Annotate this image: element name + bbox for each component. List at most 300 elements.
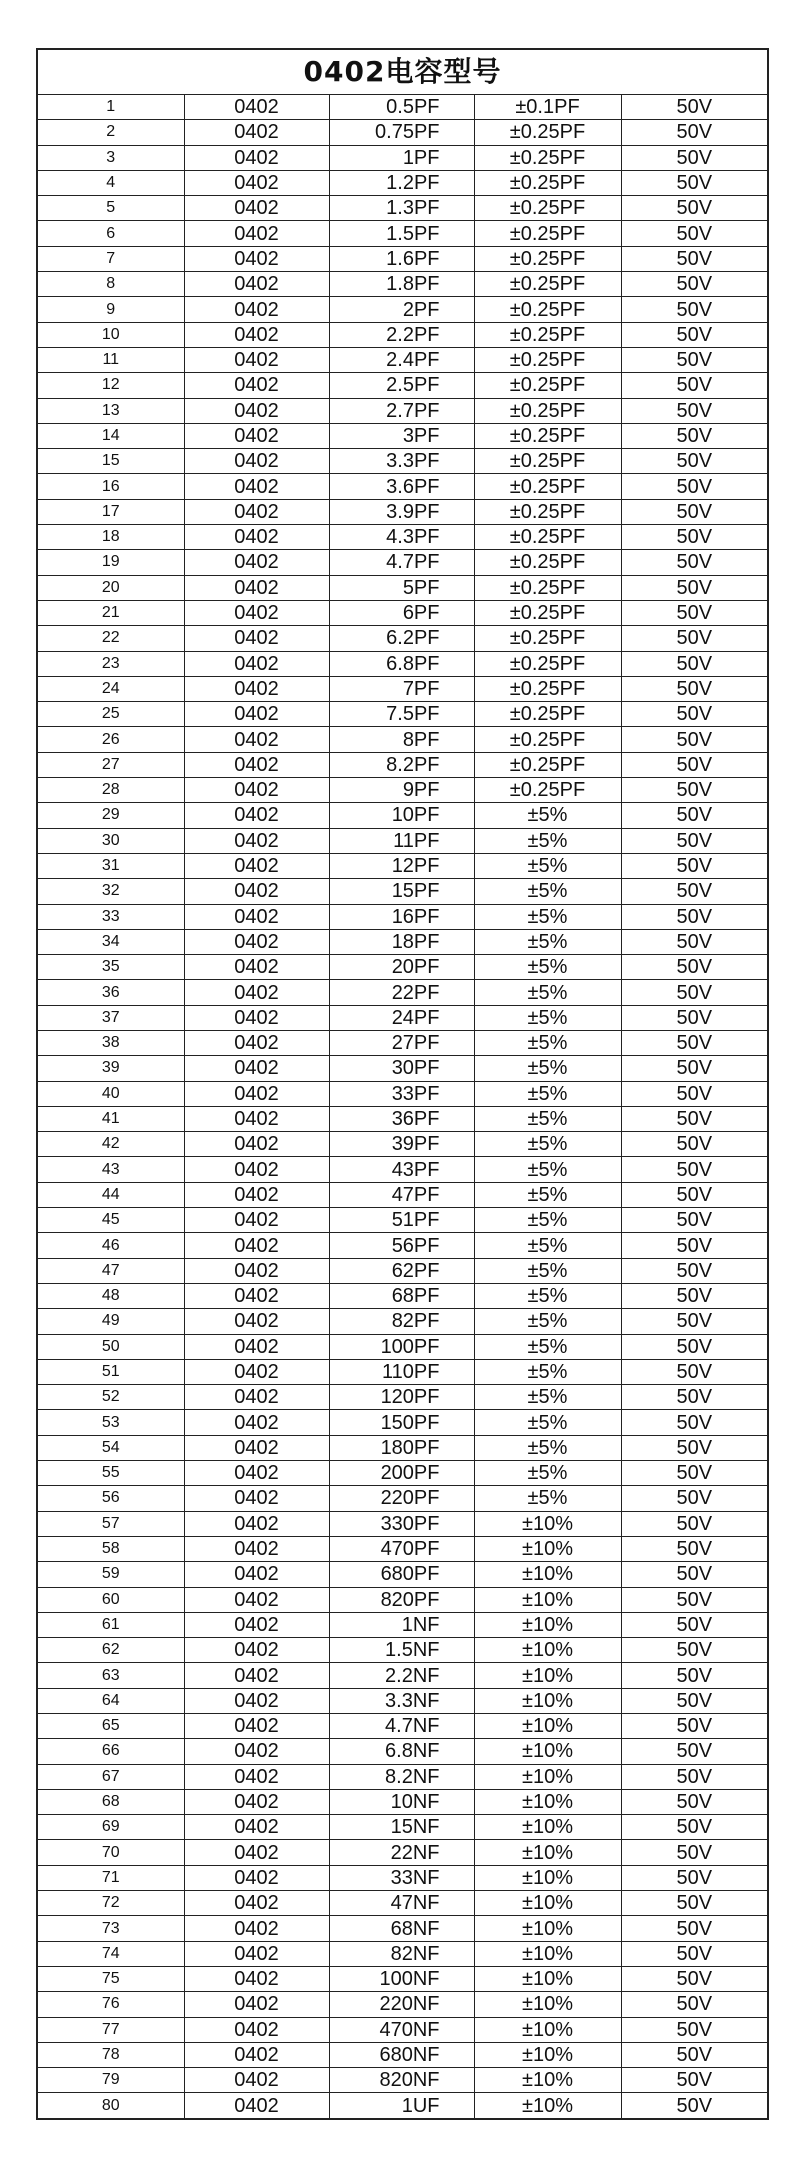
table-row — [38, 1739, 767, 1764]
package-size-cell: 0402 — [184, 373, 329, 398]
row-index-cell: 19 — [38, 550, 184, 575]
voltage-rating-cell: 50V — [621, 373, 767, 398]
tolerance-cell: ±5% — [474, 879, 621, 904]
capacitance-cell: 7.5PF — [329, 702, 474, 727]
voltage-rating-cell: 50V — [621, 1789, 767, 1814]
voltage-rating-cell: 50V — [621, 95, 767, 120]
row-index-cell: 56 — [38, 1486, 184, 1511]
row-index-cell: 22 — [38, 626, 184, 651]
row-index-cell: 74 — [38, 1941, 184, 1966]
package-size-cell: 0402 — [184, 1258, 329, 1283]
package-size-cell: 0402 — [184, 1638, 329, 1663]
table-row — [38, 879, 767, 904]
row-index-cell: 41 — [38, 1106, 184, 1131]
package-size-cell: 0402 — [184, 347, 329, 372]
table-row — [38, 1005, 767, 1030]
voltage-rating-cell: 50V — [621, 1587, 767, 1612]
row-index-cell: 13 — [38, 398, 184, 423]
voltage-rating-cell: 50V — [621, 1941, 767, 1966]
table-row — [38, 1714, 767, 1739]
voltage-rating-cell: 50V — [621, 1688, 767, 1713]
tolerance-cell: ±5% — [474, 1182, 621, 1207]
tolerance-cell: ±0.25PF — [474, 499, 621, 524]
capacitance-cell: 120PF — [329, 1385, 474, 1410]
tolerance-cell: ±10% — [474, 1638, 621, 1663]
voltage-rating-cell: 50V — [621, 1638, 767, 1663]
package-size-cell: 0402 — [184, 1182, 329, 1207]
package-size-cell: 0402 — [184, 525, 329, 550]
capacitance-cell: 68NF — [329, 1916, 474, 1941]
tolerance-cell: ±0.25PF — [474, 423, 621, 448]
tolerance-cell: ±10% — [474, 1865, 621, 1890]
package-size-cell: 0402 — [184, 1992, 329, 2017]
table-row — [38, 1106, 767, 1131]
capacitance-cell: 8.2NF — [329, 1764, 474, 1789]
row-index-cell: 17 — [38, 499, 184, 524]
row-index-cell: 14 — [38, 423, 184, 448]
row-index-cell: 77 — [38, 2017, 184, 2042]
row-index-cell: 75 — [38, 1966, 184, 1991]
table-row — [38, 2042, 767, 2067]
package-size-cell: 0402 — [184, 1056, 329, 1081]
package-size-cell: 0402 — [184, 1789, 329, 1814]
voltage-rating-cell: 50V — [621, 1663, 767, 1688]
row-index-cell: 43 — [38, 1157, 184, 1182]
package-size-cell: 0402 — [184, 1587, 329, 1612]
row-index-cell: 23 — [38, 651, 184, 676]
table-row — [38, 600, 767, 625]
voltage-rating-cell: 50V — [621, 1840, 767, 1865]
table-row — [38, 474, 767, 499]
capacitance-cell: 10NF — [329, 1789, 474, 1814]
tolerance-cell: ±0.25PF — [474, 322, 621, 347]
table-row — [38, 1435, 767, 1460]
tolerance-cell: ±10% — [474, 1663, 621, 1688]
tolerance-cell: ±10% — [474, 1536, 621, 1561]
tolerance-cell: ±5% — [474, 828, 621, 853]
capacitance-cell: 16PF — [329, 904, 474, 929]
table-row — [38, 1992, 767, 2017]
voltage-rating-cell: 50V — [621, 651, 767, 676]
table-row — [38, 1865, 767, 1890]
row-index-cell: 71 — [38, 1865, 184, 1890]
table-row — [38, 449, 767, 474]
tolerance-cell: ±0.25PF — [474, 752, 621, 777]
table-row — [38, 1208, 767, 1233]
tolerance-cell: ±10% — [474, 1587, 621, 1612]
capacitance-cell: 2.4PF — [329, 347, 474, 372]
row-index-cell: 3 — [38, 145, 184, 170]
row-index-cell: 25 — [38, 702, 184, 727]
table-row — [38, 1461, 767, 1486]
voltage-rating-cell: 50V — [621, 1309, 767, 1334]
voltage-rating-cell: 50V — [621, 221, 767, 246]
row-index-cell: 78 — [38, 2042, 184, 2067]
capacitance-cell: 24PF — [329, 1005, 474, 1030]
capacitance-cell: 6.8PF — [329, 651, 474, 676]
capacitance-cell: 180PF — [329, 1435, 474, 1460]
capacitance-cell: 100PF — [329, 1334, 474, 1359]
table-row — [38, 1536, 767, 1561]
tolerance-cell: ±5% — [474, 1486, 621, 1511]
voltage-rating-cell: 50V — [621, 575, 767, 600]
voltage-rating-cell: 50V — [621, 600, 767, 625]
package-size-cell: 0402 — [184, 1891, 329, 1916]
tolerance-cell: ±10% — [474, 1789, 621, 1814]
table-row — [38, 1309, 767, 1334]
row-index-cell: 67 — [38, 1764, 184, 1789]
voltage-rating-cell: 50V — [621, 322, 767, 347]
tolerance-cell: ±0.25PF — [474, 272, 621, 297]
capacitance-cell: 8.2PF — [329, 752, 474, 777]
package-size-cell: 0402 — [184, 449, 329, 474]
package-size-cell: 0402 — [184, 1208, 329, 1233]
capacitance-cell: 22PF — [329, 980, 474, 1005]
row-index-cell: 57 — [38, 1511, 184, 1536]
capacitance-cell: 470PF — [329, 1536, 474, 1561]
row-index-cell: 16 — [38, 474, 184, 499]
package-size-cell: 0402 — [184, 803, 329, 828]
tolerance-cell: ±0.25PF — [474, 196, 621, 221]
voltage-rating-cell: 50V — [621, 778, 767, 803]
table-row — [38, 120, 767, 145]
tolerance-cell: ±10% — [474, 1992, 621, 2017]
tolerance-cell: ±5% — [474, 1359, 621, 1384]
capacitance-cell: 1.5PF — [329, 221, 474, 246]
package-size-cell: 0402 — [184, 1132, 329, 1157]
capacitance-cell: 15PF — [329, 879, 474, 904]
package-size-cell: 0402 — [184, 272, 329, 297]
capacitance-cell: 680PF — [329, 1562, 474, 1587]
package-size-cell: 0402 — [184, 120, 329, 145]
capacitance-cell: 110PF — [329, 1359, 474, 1384]
capacitance-cell: 1PF — [329, 145, 474, 170]
table-row — [38, 955, 767, 980]
package-size-cell: 0402 — [184, 246, 329, 271]
row-index-cell: 53 — [38, 1410, 184, 1435]
tolerance-cell: ±5% — [474, 980, 621, 1005]
capacitance-cell: 1.5NF — [329, 1638, 474, 1663]
tolerance-cell: ±5% — [474, 1309, 621, 1334]
voltage-rating-cell: 50V — [621, 423, 767, 448]
tolerance-cell: ±0.1PF — [474, 95, 621, 120]
voltage-rating-cell: 50V — [621, 1410, 767, 1435]
row-index-cell: 44 — [38, 1182, 184, 1207]
tolerance-cell: ±10% — [474, 1688, 621, 1713]
capacitance-cell: 3.6PF — [329, 474, 474, 499]
table-row — [38, 752, 767, 777]
row-index-cell: 66 — [38, 1739, 184, 1764]
tolerance-cell: ±10% — [474, 2093, 621, 2118]
voltage-rating-cell: 50V — [621, 170, 767, 195]
voltage-rating-cell: 50V — [621, 246, 767, 271]
table-row — [38, 1916, 767, 1941]
voltage-rating-cell: 50V — [621, 1182, 767, 1207]
row-index-cell: 55 — [38, 1461, 184, 1486]
row-index-cell: 31 — [38, 853, 184, 878]
table-row — [38, 1891, 767, 1916]
capacitance-cell: 18PF — [329, 929, 474, 954]
row-index-cell: 64 — [38, 1688, 184, 1713]
package-size-cell: 0402 — [184, 1764, 329, 1789]
tolerance-cell: ±5% — [474, 1106, 621, 1131]
row-index-cell: 2 — [38, 120, 184, 145]
package-size-cell: 0402 — [184, 1840, 329, 1865]
table-row — [38, 550, 767, 575]
package-size-cell: 0402 — [184, 1106, 329, 1131]
package-size-cell: 0402 — [184, 1612, 329, 1637]
capacitance-cell: 220NF — [329, 1992, 474, 2017]
package-size-cell: 0402 — [184, 499, 329, 524]
table-row — [38, 853, 767, 878]
tolerance-cell: ±10% — [474, 1815, 621, 1840]
tolerance-cell: ±10% — [474, 1714, 621, 1739]
package-size-cell: 0402 — [184, 1233, 329, 1258]
voltage-rating-cell: 50V — [621, 803, 767, 828]
voltage-rating-cell: 50V — [621, 145, 767, 170]
package-size-cell: 0402 — [184, 1435, 329, 1460]
voltage-rating-cell: 50V — [621, 1865, 767, 1890]
package-size-cell: 0402 — [184, 1461, 329, 1486]
row-index-cell: 11 — [38, 347, 184, 372]
capacitance-cell: 39PF — [329, 1132, 474, 1157]
row-index-cell: 70 — [38, 1840, 184, 1865]
table-row — [38, 1359, 767, 1384]
capacitance-cell: 3.9PF — [329, 499, 474, 524]
table-row — [38, 1587, 767, 1612]
capacitance-cell: 6PF — [329, 600, 474, 625]
package-size-cell: 0402 — [184, 1739, 329, 1764]
table-row — [38, 702, 767, 727]
capacitance-cell: 220PF — [329, 1486, 474, 1511]
voltage-rating-cell: 50V — [621, 1815, 767, 1840]
package-size-cell: 0402 — [184, 929, 329, 954]
table-row — [38, 1562, 767, 1587]
package-size-cell: 0402 — [184, 1385, 329, 1410]
package-size-cell: 0402 — [184, 1663, 329, 1688]
row-index-cell: 60 — [38, 1587, 184, 1612]
voltage-rating-cell: 50V — [621, 2068, 767, 2093]
table-row — [38, 1233, 767, 1258]
tolerance-cell: ±5% — [474, 1385, 621, 1410]
table-row — [38, 2068, 767, 2093]
capacitor-table-body — [38, 95, 767, 2118]
row-index-cell: 4 — [38, 170, 184, 195]
capacitance-cell: 0.75PF — [329, 120, 474, 145]
voltage-rating-cell: 50V — [621, 120, 767, 145]
tolerance-cell: ±0.25PF — [474, 297, 621, 322]
capacitance-cell: 1.2PF — [329, 170, 474, 195]
row-index-cell: 61 — [38, 1612, 184, 1637]
voltage-rating-cell: 50V — [621, 272, 767, 297]
package-size-cell: 0402 — [184, 2093, 329, 2118]
tolerance-cell: ±5% — [474, 929, 621, 954]
tolerance-cell: ±0.25PF — [474, 727, 621, 752]
tolerance-cell: ±10% — [474, 1891, 621, 1916]
package-size-cell: 0402 — [184, 1815, 329, 1840]
package-size-cell: 0402 — [184, 1334, 329, 1359]
table-row — [38, 1638, 767, 1663]
capacitance-cell: 22NF — [329, 1840, 474, 1865]
table-row — [38, 145, 767, 170]
package-size-cell: 0402 — [184, 196, 329, 221]
package-size-cell: 0402 — [184, 1688, 329, 1713]
row-index-cell: 69 — [38, 1815, 184, 1840]
capacitance-cell: 6.8NF — [329, 1739, 474, 1764]
capacitance-cell: 470NF — [329, 2017, 474, 2042]
row-index-cell: 18 — [38, 525, 184, 550]
package-size-cell: 0402 — [184, 1005, 329, 1030]
tolerance-cell: ±5% — [474, 803, 621, 828]
package-size-cell: 0402 — [184, 1359, 329, 1384]
row-index-cell: 27 — [38, 752, 184, 777]
package-size-cell: 0402 — [184, 1410, 329, 1435]
capacitance-cell: 15NF — [329, 1815, 474, 1840]
capacitance-cell: 6.2PF — [329, 626, 474, 651]
voltage-rating-cell: 50V — [621, 752, 767, 777]
tolerance-cell: ±10% — [474, 2068, 621, 2093]
row-index-cell: 42 — [38, 1132, 184, 1157]
row-index-cell: 58 — [38, 1536, 184, 1561]
capacitance-cell: 62PF — [329, 1258, 474, 1283]
tolerance-cell: ±0.25PF — [474, 600, 621, 625]
row-index-cell: 10 — [38, 322, 184, 347]
table-row — [38, 196, 767, 221]
package-size-cell: 0402 — [184, 980, 329, 1005]
package-size-cell: 0402 — [184, 423, 329, 448]
table-row — [38, 1182, 767, 1207]
voltage-rating-cell: 50V — [621, 1966, 767, 1991]
row-index-cell: 24 — [38, 676, 184, 701]
capacitance-cell: 1.8PF — [329, 272, 474, 297]
package-size-cell: 0402 — [184, 955, 329, 980]
voltage-rating-cell: 50V — [621, 1486, 767, 1511]
table-row — [38, 651, 767, 676]
table-row — [38, 1789, 767, 1814]
package-size-cell: 0402 — [184, 1536, 329, 1561]
row-index-cell: 68 — [38, 1789, 184, 1814]
voltage-rating-cell: 50V — [621, 1461, 767, 1486]
tolerance-cell: ±0.25PF — [474, 626, 621, 651]
tolerance-cell: ±10% — [474, 1739, 621, 1764]
row-index-cell: 52 — [38, 1385, 184, 1410]
capacitance-cell: 1NF — [329, 1612, 474, 1637]
capacitance-cell: 0.5PF — [329, 95, 474, 120]
table-row — [38, 626, 767, 651]
capacitance-cell: 11PF — [329, 828, 474, 853]
row-index-cell: 30 — [38, 828, 184, 853]
voltage-rating-cell: 50V — [621, 550, 767, 575]
tolerance-cell: ±10% — [474, 1966, 621, 1991]
voltage-rating-cell: 50V — [621, 1056, 767, 1081]
voltage-rating-cell: 50V — [621, 1435, 767, 1460]
capacitor-table — [38, 95, 767, 2118]
voltage-rating-cell: 50V — [621, 196, 767, 221]
table-row — [38, 2093, 767, 2118]
capacitance-cell: 47PF — [329, 1182, 474, 1207]
tolerance-cell: ±5% — [474, 1233, 621, 1258]
package-size-cell: 0402 — [184, 1157, 329, 1182]
voltage-rating-cell: 50V — [621, 297, 767, 322]
table-row — [38, 1966, 767, 1991]
row-index-cell: 36 — [38, 980, 184, 1005]
package-size-cell: 0402 — [184, 1714, 329, 1739]
tolerance-cell: ±0.25PF — [474, 145, 621, 170]
voltage-rating-cell: 50V — [621, 1511, 767, 1536]
capacitance-cell: 5PF — [329, 575, 474, 600]
package-size-cell: 0402 — [184, 1309, 329, 1334]
voltage-rating-cell: 50V — [621, 347, 767, 372]
package-size-cell: 0402 — [184, 1486, 329, 1511]
package-size-cell: 0402 — [184, 322, 329, 347]
row-index-cell: 63 — [38, 1663, 184, 1688]
table-row — [38, 1815, 767, 1840]
voltage-rating-cell: 50V — [621, 1283, 767, 1308]
tolerance-cell: ±10% — [474, 1764, 621, 1789]
table-row — [38, 423, 767, 448]
tolerance-cell: ±5% — [474, 1030, 621, 1055]
tolerance-cell: ±10% — [474, 1840, 621, 1865]
package-size-cell: 0402 — [184, 853, 329, 878]
row-index-cell: 21 — [38, 600, 184, 625]
table-row — [38, 1283, 767, 1308]
voltage-rating-cell: 50V — [621, 1106, 767, 1131]
tolerance-cell: ±0.25PF — [474, 651, 621, 676]
capacitance-cell: 4.7PF — [329, 550, 474, 575]
row-index-cell: 49 — [38, 1309, 184, 1334]
row-index-cell: 8 — [38, 272, 184, 297]
tolerance-cell: ±5% — [474, 1435, 621, 1460]
row-index-cell: 50 — [38, 1334, 184, 1359]
capacitance-cell: 1.3PF — [329, 196, 474, 221]
row-index-cell: 72 — [38, 1891, 184, 1916]
tolerance-cell: ±0.25PF — [474, 170, 621, 195]
row-index-cell: 9 — [38, 297, 184, 322]
package-size-cell: 0402 — [184, 2068, 329, 2093]
table-row — [38, 828, 767, 853]
capacitance-cell: 20PF — [329, 955, 474, 980]
tolerance-cell: ±10% — [474, 2017, 621, 2042]
table-row — [38, 980, 767, 1005]
capacitance-cell: 10PF — [329, 803, 474, 828]
voltage-rating-cell: 50V — [621, 955, 767, 980]
tolerance-cell: ±5% — [474, 1208, 621, 1233]
voltage-rating-cell: 50V — [621, 1891, 767, 1916]
voltage-rating-cell: 50V — [621, 1081, 767, 1106]
row-index-cell: 1 — [38, 95, 184, 120]
tolerance-cell: ±0.25PF — [474, 221, 621, 246]
package-size-cell: 0402 — [184, 297, 329, 322]
table-row — [38, 221, 767, 246]
row-index-cell: 54 — [38, 1435, 184, 1460]
package-size-cell: 0402 — [184, 702, 329, 727]
capacitance-cell: 47NF — [329, 1891, 474, 1916]
capacitance-cell: 3PF — [329, 423, 474, 448]
table-row — [38, 803, 767, 828]
voltage-rating-cell: 50V — [621, 525, 767, 550]
row-index-cell: 15 — [38, 449, 184, 474]
tolerance-cell: ±5% — [474, 1081, 621, 1106]
tolerance-cell: ±0.25PF — [474, 347, 621, 372]
voltage-rating-cell: 50V — [621, 1208, 767, 1233]
row-index-cell: 38 — [38, 1030, 184, 1055]
table-row — [38, 1663, 767, 1688]
row-index-cell: 5 — [38, 196, 184, 221]
sheet-title: 0402电容型号 — [38, 50, 767, 95]
tolerance-cell: ±5% — [474, 904, 621, 929]
table-row — [38, 1511, 767, 1536]
capacitance-cell: 43PF — [329, 1157, 474, 1182]
